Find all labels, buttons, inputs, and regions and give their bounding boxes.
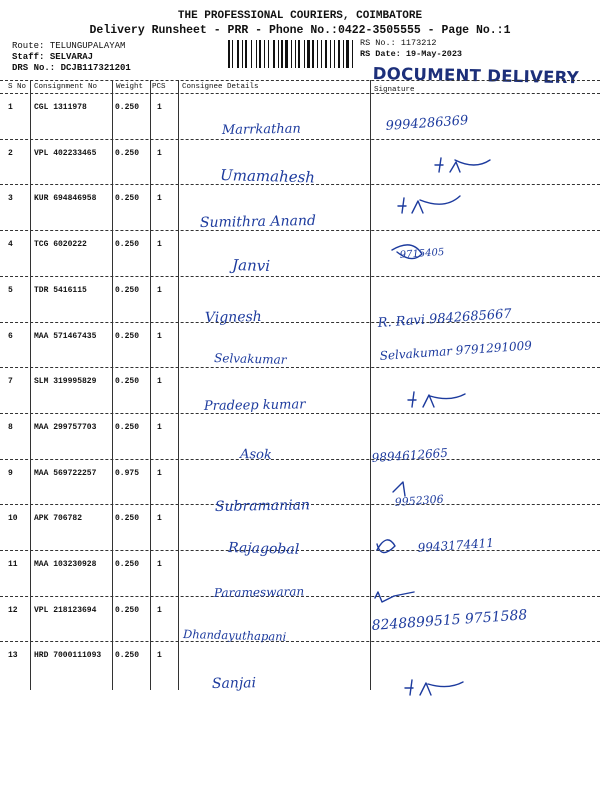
row-weight: 0.250 [115, 514, 140, 524]
row-pcs: 1 [157, 651, 162, 661]
signature-note: 8248899515 9751588 [371, 607, 528, 634]
col-divider-3 [150, 80, 151, 690]
signature-scribble [392, 245, 422, 259]
table-top-rule [0, 80, 600, 81]
signature-note: 9715405 [399, 246, 445, 261]
row-weight: 0.250 [115, 331, 140, 341]
row-pcs: 1 [157, 148, 162, 158]
row-weight: 0.250 [115, 605, 140, 615]
consignee-name: Sumithra Anand [199, 212, 317, 231]
row-consignment-no: VPL 402233465 [34, 148, 97, 158]
row-sno: 5 [8, 285, 13, 295]
row-pcs: 1 [157, 514, 162, 524]
signature-note: Selvakumar 9791291009 [379, 338, 533, 363]
barcode-bar [317, 40, 318, 68]
row-separator [0, 459, 600, 460]
route-label: Route: [12, 41, 45, 51]
row-pcs: 1 [157, 240, 162, 250]
signature-scribble [393, 482, 405, 496]
barcode-bar [278, 40, 279, 68]
signature-note: 9894612665 [371, 445, 449, 465]
row-weight: 0.250 [115, 148, 140, 158]
barcode-bar [325, 40, 327, 68]
drs-value: DCJB117321201 [60, 63, 131, 73]
signature-scribble [408, 392, 465, 407]
barcode-bar [259, 40, 261, 68]
signature-scribble [375, 592, 414, 602]
barcode-bar [295, 40, 296, 68]
row-consignment-no: MAA 569722257 [34, 468, 97, 478]
col-divider-4 [178, 80, 179, 690]
signature-scribble [398, 196, 460, 213]
rs-date-line [360, 49, 462, 60]
consignee-name: Sanjai [211, 675, 257, 692]
barcode-bar [228, 40, 230, 68]
row-consignment-no: SLM 319995829 [34, 377, 97, 387]
row-weight: 0.250 [115, 560, 140, 569]
row-weight: 0.250 [115, 285, 140, 295]
row-sno: 12 [8, 605, 18, 615]
row-consignment-no: TDR 5416115 [34, 285, 87, 295]
rs-info [360, 38, 462, 60]
route-value: TELUNGUPALAYAM [49, 41, 126, 51]
barcode-bar [338, 40, 340, 68]
row-weight: 0.975 [115, 468, 140, 478]
row-separator [0, 596, 600, 597]
barcode-bar [285, 40, 287, 68]
row-sno: 1 [8, 103, 13, 112]
row-pcs: 1 [157, 560, 162, 569]
signature-scribble [435, 158, 490, 172]
row-consignment-no: TCG 6020222 [34, 240, 87, 250]
company-title: THE PROFESSIONAL COURIERS, COIMBATORE [177, 10, 423, 22]
consignee-name: Umamahesh [219, 166, 316, 187]
row-sno: 13 [8, 651, 18, 661]
row-separator [0, 550, 600, 551]
col-header-consignee: Consignee Details [182, 83, 259, 91]
row-weight: 0.250 [115, 240, 140, 250]
row-pcs: 1 [157, 285, 162, 295]
consignee-name: Marrkathan [221, 121, 301, 138]
signature-note: 9994286369 [385, 113, 469, 134]
consignee-name: Dhandayuthapani [182, 627, 287, 644]
barcode-bar [268, 40, 269, 68]
row-sno: 8 [8, 422, 13, 432]
row-weight: 0.250 [115, 651, 140, 661]
row-separator [0, 322, 600, 323]
row-sno: 2 [8, 148, 13, 158]
drs-label: DRS No.: [12, 63, 56, 73]
row-pcs: 1 [157, 194, 162, 204]
col-header-signature: Signature [374, 86, 415, 94]
barcode-bar [237, 40, 239, 68]
barcode-bar [242, 40, 243, 68]
consignee-name: Pradeep kumar [203, 397, 306, 414]
rs-no-value: 1173212 [400, 38, 437, 48]
consignee-name: Janvi [231, 256, 271, 275]
row-consignment-no: MAA 103230928 [34, 560, 97, 569]
rs-date-value: 19-May-2023 [405, 49, 463, 59]
row-pcs: 1 [157, 468, 162, 478]
staff-label: Staff: [12, 52, 45, 62]
row-separator [0, 139, 600, 140]
row-sno: 7 [8, 377, 13, 387]
document-delivery-stamp: DOCUMENT DELIVERY [372, 64, 580, 88]
row-pcs: 1 [157, 331, 162, 341]
row-pcs: 1 [157, 605, 162, 615]
barcode-bar [307, 40, 309, 68]
barcode-bar [251, 40, 252, 68]
row-consignment-no: APK 706782 [34, 514, 83, 524]
barcode-bar [245, 40, 247, 68]
drs-line [12, 62, 131, 74]
signature-note: 9952306 [394, 492, 445, 509]
barcode-bar [304, 40, 305, 68]
barcode-bar [264, 40, 265, 68]
barcode-bar [312, 40, 314, 68]
col-header-sno: S No [8, 83, 27, 91]
row-consignment-no: VPL 218123694 [34, 605, 97, 615]
barcode-bar [343, 40, 344, 68]
row-separator [0, 184, 600, 185]
row-weight: 0.250 [115, 103, 140, 112]
row-pcs: 1 [157, 103, 162, 112]
row-consignment-no: MAA 571467435 [34, 331, 97, 341]
row-consignment-no: HRD 7000111093 [34, 651, 102, 661]
row-pcs: 1 [157, 422, 162, 432]
col-header-weight: Weight [116, 83, 144, 91]
consignee-name: Parameswaran [213, 584, 305, 600]
barcode-bar [330, 40, 332, 68]
signature-note: 9943174411 [417, 535, 495, 555]
col-divider-5 [370, 80, 371, 690]
header-bottom-rule [0, 93, 600, 94]
row-separator [0, 504, 600, 505]
row-separator [0, 276, 600, 277]
barcode-bar [273, 40, 275, 68]
row-separator [0, 230, 600, 231]
barcode-bar [346, 40, 348, 68]
rs-no-line [360, 38, 462, 49]
barcode-bar [291, 40, 292, 68]
runsheet-title: Delivery Runsheet - PRR - Phone No.:0422-3505555 - Page No.:1 [89, 24, 511, 37]
rs-date-label: RS Date: [360, 49, 401, 59]
row-sno: 9 [8, 468, 13, 478]
barcode-bar [298, 40, 300, 68]
consignee-name: Vignesh [204, 309, 262, 326]
row-weight: 0.250 [115, 422, 140, 432]
consignee-name: Rajagobal [227, 540, 300, 558]
consignee-name: Selvakumar [213, 351, 287, 367]
row-consignment-no: MAA 299757703 [34, 422, 97, 432]
consignee-name: Asok [239, 447, 273, 463]
row-sno: 4 [8, 240, 13, 250]
row-pcs: 1 [157, 377, 162, 387]
signature-note: R. Ravi 9842685667 [377, 306, 513, 331]
rs-no-label: RS No.: [360, 38, 396, 48]
col-header-consignment: Consignment No [34, 83, 98, 91]
row-weight: 0.250 [115, 194, 140, 204]
row-sno: 11 [8, 560, 18, 569]
row-separator [0, 367, 600, 368]
col-header-pcs: PCS [152, 83, 166, 91]
row-sno: 3 [8, 194, 13, 204]
row-separator [0, 413, 600, 414]
row-consignment-no: KUR 694846958 [34, 194, 97, 204]
row-weight: 0.250 [115, 377, 140, 387]
barcode-bar [232, 40, 233, 68]
barcode-bar [321, 40, 322, 68]
row-sno: 10 [8, 514, 18, 524]
row-consignment-no: CGL 1311978 [34, 103, 87, 112]
barcode-bar [256, 40, 257, 68]
barcode-bar [352, 40, 354, 68]
staff-value: SELVARAJ [49, 52, 94, 62]
barcode [228, 40, 356, 68]
consignee-name: Subramanian [214, 497, 311, 515]
col-divider-2 [112, 80, 113, 690]
row-sno: 6 [8, 331, 13, 341]
barcode-bar [281, 40, 283, 68]
signature-scribble [405, 680, 463, 695]
row-separator [0, 641, 600, 642]
barcode-bar [334, 40, 335, 68]
col-divider-1 [30, 80, 31, 690]
